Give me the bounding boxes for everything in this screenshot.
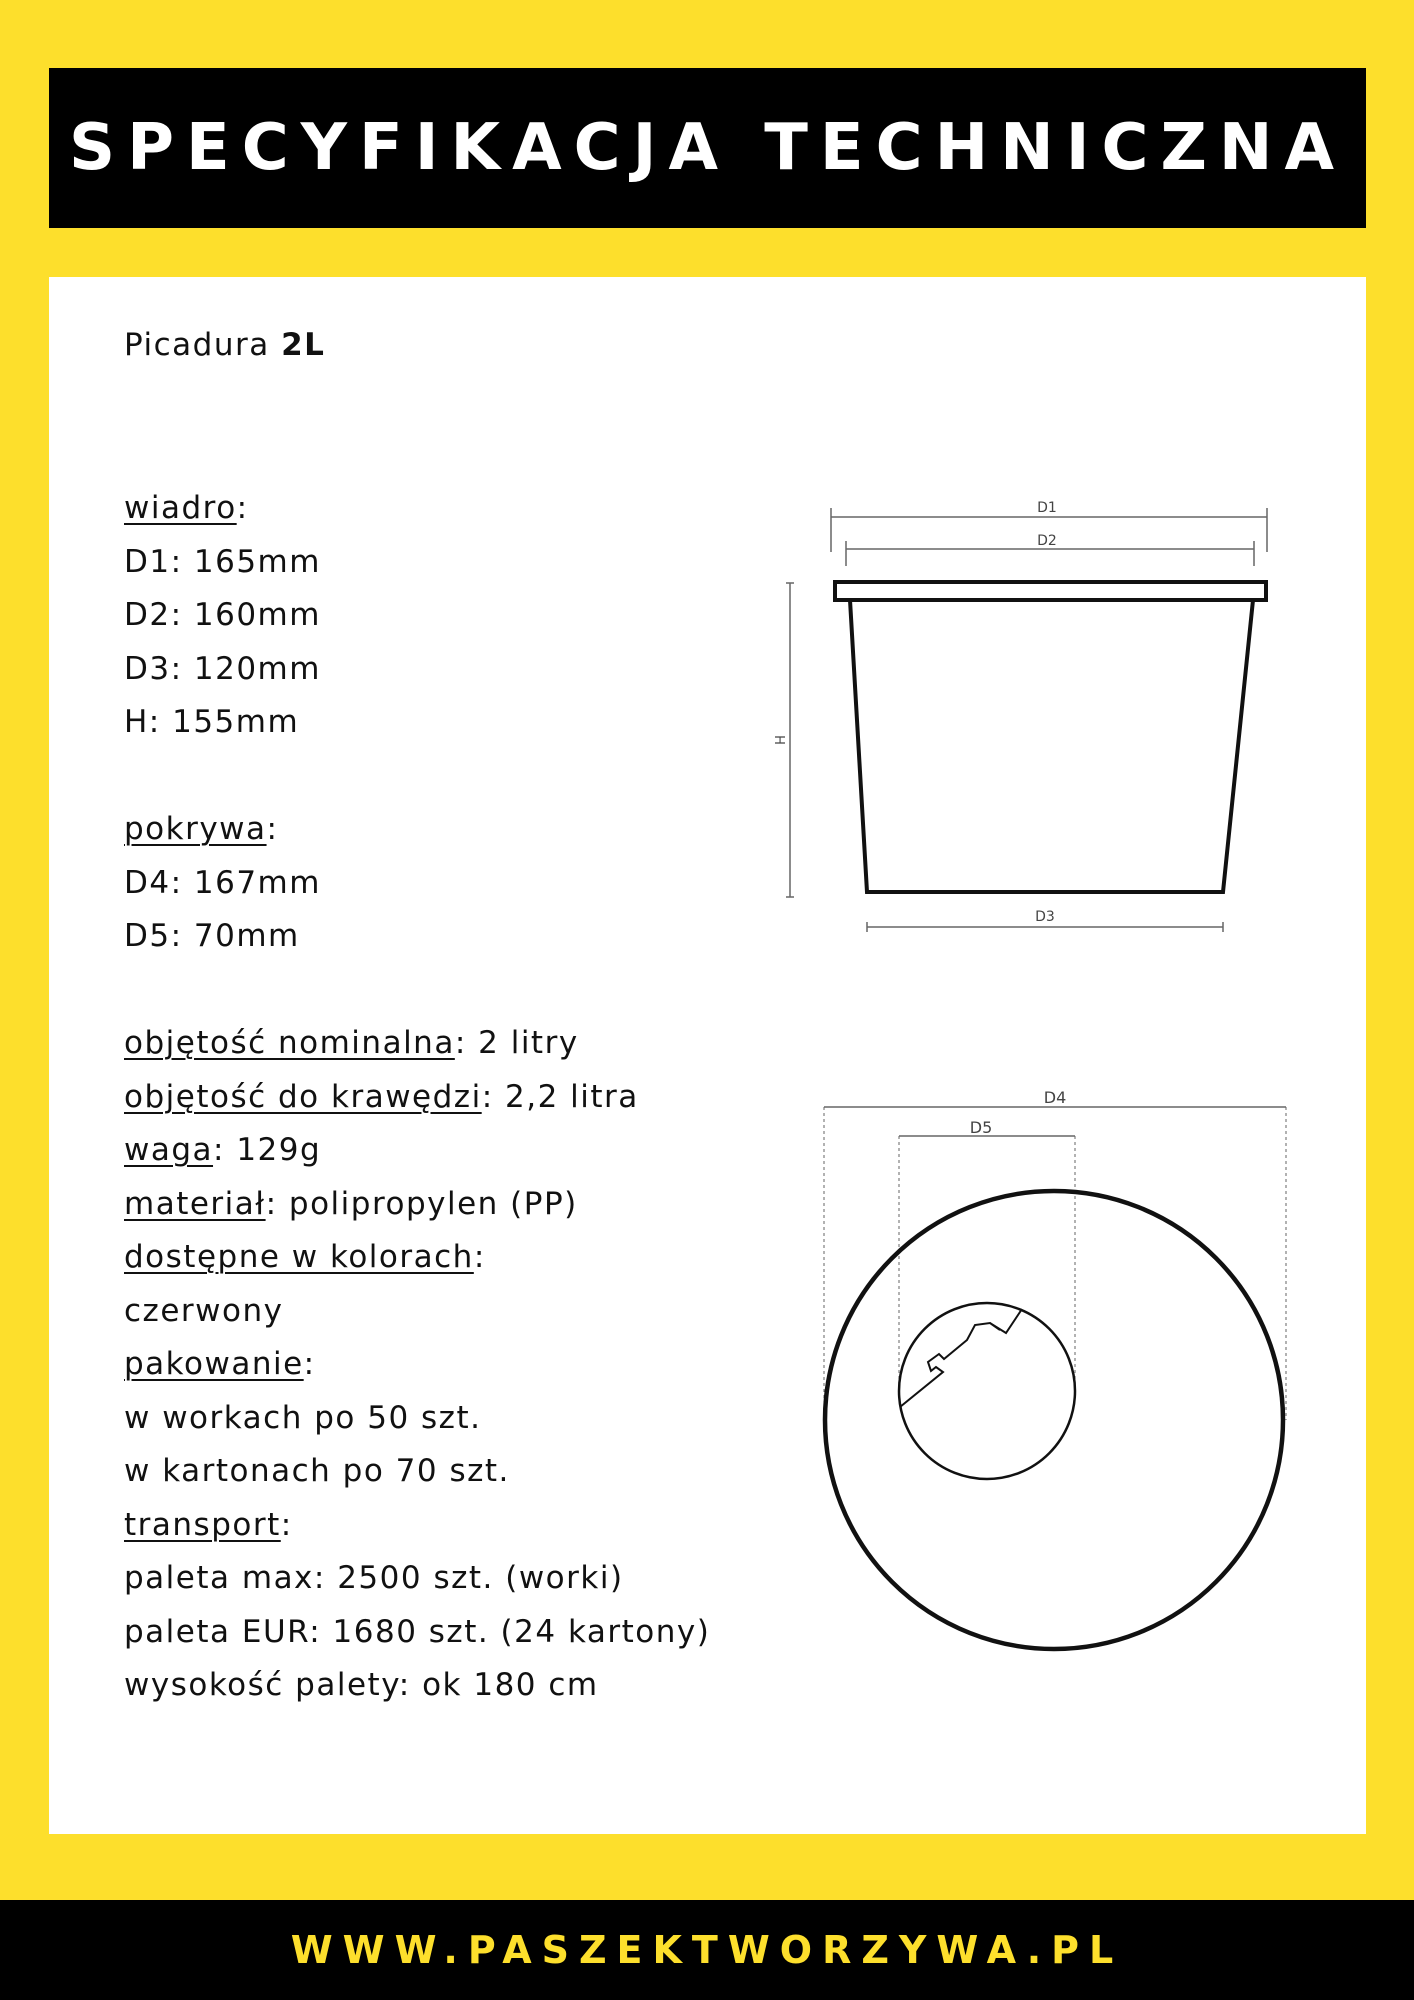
packaging-cartons: w kartonach po 70 szt.	[124, 1453, 510, 1489]
d2-label: D2	[1037, 533, 1057, 549]
spec-h: H: 155mm	[124, 704, 300, 740]
transport-pallet-eur: paleta EUR: 1680 szt. (24 kartony)	[124, 1613, 711, 1650]
packaging-label: pakowanie	[124, 1346, 304, 1382]
lid-top-view	[824, 1088, 1286, 1649]
d1-label: D1	[1037, 500, 1057, 516]
lid-label: pokrywa	[124, 811, 267, 847]
nominal-volume-label: objętość nominalna	[124, 1025, 455, 1061]
bucket-body	[850, 600, 1253, 892]
spec-d3: D3: 120mm	[124, 650, 321, 687]
spec-d5: D5: 70mm	[124, 918, 300, 954]
brim-volume-value: : 2,2 litra	[481, 1078, 639, 1115]
bucket-label: wiadro	[124, 490, 237, 526]
page-title: SPECYFIKACJA TECHNICZNA	[68, 111, 1347, 185]
lid-outer-circle	[825, 1191, 1283, 1649]
nominal-volume-value: : 2 litry	[454, 1025, 579, 1061]
transport-pallet-max: paleta max: 2500 szt. (worki)	[124, 1560, 624, 1596]
bucket-side-view	[771, 500, 1267, 932]
product-size: 2L	[281, 327, 326, 363]
spec-d2: D2: 160mm	[124, 597, 321, 633]
spec-d4: D4: 167mm	[124, 864, 321, 901]
h-label: H	[771, 735, 786, 745]
footer-bar	[0, 1900, 1414, 2000]
material-value: : polipropylen (PP)	[265, 1185, 578, 1222]
d3-label: D3	[1035, 909, 1055, 925]
product-name: Picadura	[124, 327, 270, 363]
colors-label: dostępne w kolorach	[124, 1239, 474, 1275]
bucket-rim	[835, 582, 1266, 600]
spec-d1: D1: 165mm	[124, 543, 321, 580]
lid-tab-cutout	[900, 1309, 1022, 1407]
colors-value: czerwony	[124, 1292, 284, 1329]
transport-pallet-height: wysokość palety: ok 180 cm	[124, 1667, 599, 1703]
material-label: materiał	[124, 1185, 266, 1222]
spec-list: wiadro: D1: 165mm D2: 160mm D3: 120mm H: 155mm pokrywa: D4: 167mm D5: 70mm objętość nominalna: 2 litry objętość do krawędzi: 2,2 litra waga: 129g materiał: polipropylen (PP) dostępne w kolorach: czerwony pakowanie: w workach po 50 szt. w kartonach po 70 szt. transport: paleta max: 2500 szt. (worki) paleta EUR: 1680 szt. (24 kartony) wysokość palety: ok 180 cm	[124, 482, 710, 1713]
weight-label: waga	[124, 1132, 214, 1168]
d4-label: D4	[1043, 1088, 1067, 1107]
brim-volume-label: objętość do krawędzi	[124, 1078, 482, 1115]
transport-label: transport	[124, 1506, 281, 1543]
website-link[interactable]: WWW.PASZEKTWORZYWA.PL	[290, 1928, 1124, 1972]
packaging-bags: w workach po 50 szt.	[124, 1399, 482, 1436]
weight-value: : 129g	[213, 1132, 322, 1168]
d5-label: D5	[969, 1118, 993, 1137]
lid-opening-circle	[899, 1303, 1075, 1479]
